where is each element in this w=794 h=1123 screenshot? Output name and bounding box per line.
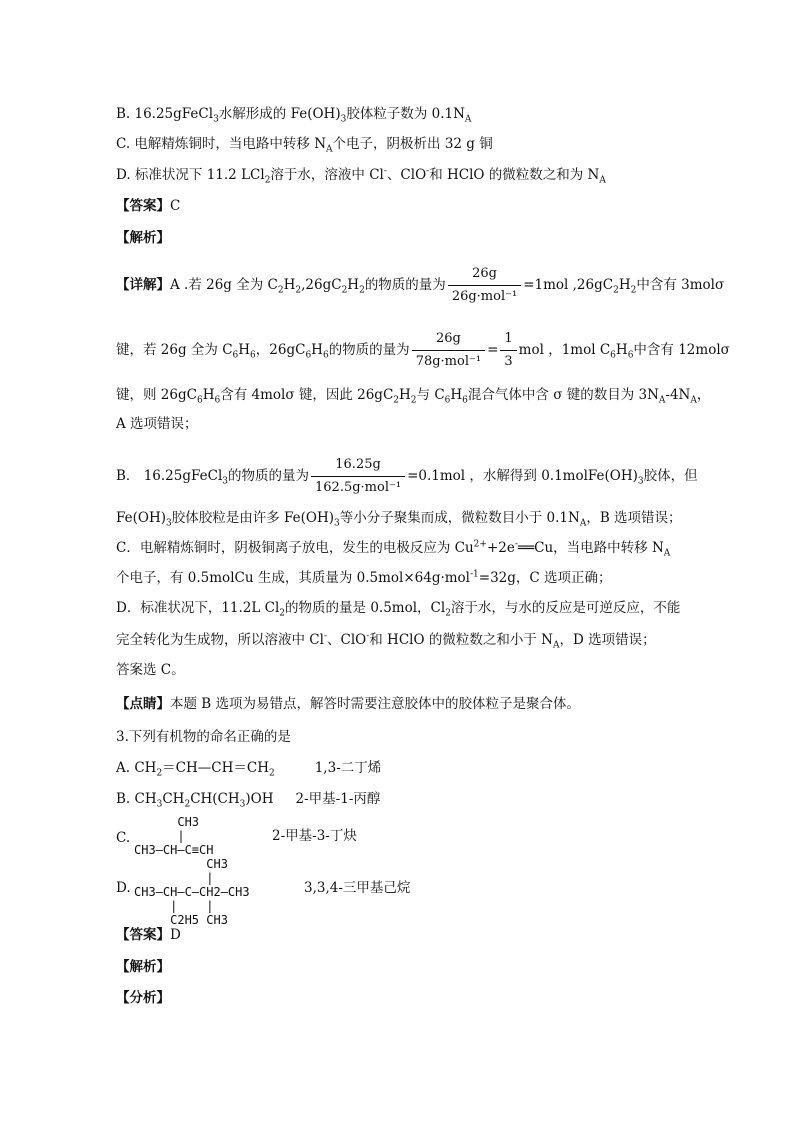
q3-fenxi-heading: 【分析】 <box>116 990 170 1006</box>
option-c-line: C. 电解精炼铜时，当电路中转移 $N_A$个电子，阴极析出 32 g 铜 <box>116 136 493 155</box>
q3-analysis-heading: 【解析】 <box>116 959 170 975</box>
fraction: $\frac{1}{3}$ <box>500 329 516 372</box>
detail-d-line1: D．标准状况下，11.2L $Cl_2$的物质的量是 0.5mol，$Cl_2$溶于水，与水的反应是可逆反应，不能 <box>116 600 681 619</box>
fraction: $\frac{16.25g}{\text{162.5g·mol⁻¹}}$ <box>311 455 405 498</box>
answer-line: 【答案】C <box>116 198 181 214</box>
detail-c-line1: C．电解精炼铜时，阴极铜离子放电，发生的电极反应为 $Cu^{2+}+2e^-══Cu$，当电路中转移 $N_A$ <box>116 539 671 559</box>
q3-option-c-name: 2-甲基-3-丁炔 <box>272 828 357 844</box>
q3-option-d-name: 3,3,4-三甲基己烷 <box>304 880 411 896</box>
detail-d-line2: 完全转化为生成物，所以溶液中 Cl-、ClO-和 HClO 的微粒数之和小于 $N_A$，D 选项错误； <box>116 631 656 651</box>
detail-b-line1: B． 16.25gFeCl$_3$的物质的量为 $\frac{16.25g}{\text{162.5g·mol⁻¹}}$ =0.1mol ，水解得到 $0.1molFe(OH)_3$胶体，但 <box>116 455 698 498</box>
fraction: $\frac{26g}{\text{78g·mol⁻¹}}$ <box>412 329 485 372</box>
tip-line: 【点睛】本题 B 选项为易错点，解答时需要注意胶体中的胶体粒子是聚合体。 <box>116 696 581 712</box>
detail-a-line2: 键，若 26g 全为 $C_6H_6$，$26gC_6H_6$的物质的量为 $\frac{26g}{\text{78g·mol⁻¹}}$ = $\frac{1}{3}$ mol ，1mol $C_6H_6$中含有 12molσ <box>116 329 730 372</box>
q3-option-a: A. $CH_2=CH—CH=CH_2$ 1,3-二丁烯 <box>116 760 382 779</box>
fraction: $\frac{26g}{\text{26g·mol⁻¹}}$ <box>448 264 521 307</box>
q3-option-d-label: D. <box>116 880 131 896</box>
q3-answer-line: 【答案】D <box>116 927 181 943</box>
structural-formula-c: CH3 | CH3—CH—C≡CH <box>134 815 214 857</box>
option-b-line: B. 16.25gFeCl$_3$水解形成的 $Fe(OH)_3$胶体粒子数为 $0.1N_A$ <box>116 106 472 125</box>
question-3-stem: 3.下列有机物的命名正确的是 <box>116 729 291 745</box>
structural-formula-d: CH3 | CH3—CH—C—CH2—CH3 | | C2H5 CH3 <box>134 857 250 927</box>
option-d-line: D. 标准状况下 11.2 LCl$_2$溶于水，溶液中 Cl-、ClO-和 HClO 的微粒数之和为 $N_A$ <box>116 166 606 186</box>
detail-a-line1: 【详解】A .若 26g 全为 $C_2H_2,26gC_2H_2$的物质的量为 $\frac{26g}{\text{26g·mol⁻¹}}$ =1mol $,26gC_2H_2$中含有 3molσ <box>116 264 724 307</box>
q3-option-c-label: C. <box>116 830 131 846</box>
detail-c-line2: 个电子，有 0.5molCu 生成，其质量为 0.5mol×64g·mol$^{-1}$=32g，C 选项正确； <box>116 569 612 586</box>
detail-a-line3: 键，则 $26gC_6H_6$含有 4molσ 键，因此 $26gC_2H_2$与 $C_6H_6$混合气体中含 σ 键的数目为 $3N_A-4N_A$， <box>116 387 711 406</box>
detail-a-line4: A 选项错误； <box>116 416 198 432</box>
analysis-heading: 【解析】 <box>116 230 170 246</box>
q3-option-b: B. $CH_3CH_2CH(CH_3)OH$ 2-甲基-1-丙醇 <box>116 791 381 810</box>
final-answer-line: 答案选 C。 <box>116 662 185 678</box>
detail-b-line2: $Fe(OH)_3$胶体胶粒是由许多 $Fe(OH)_3$等小分子聚集而成，微粒数目小于 $0.1N_A$，B 选项错误； <box>116 510 682 529</box>
